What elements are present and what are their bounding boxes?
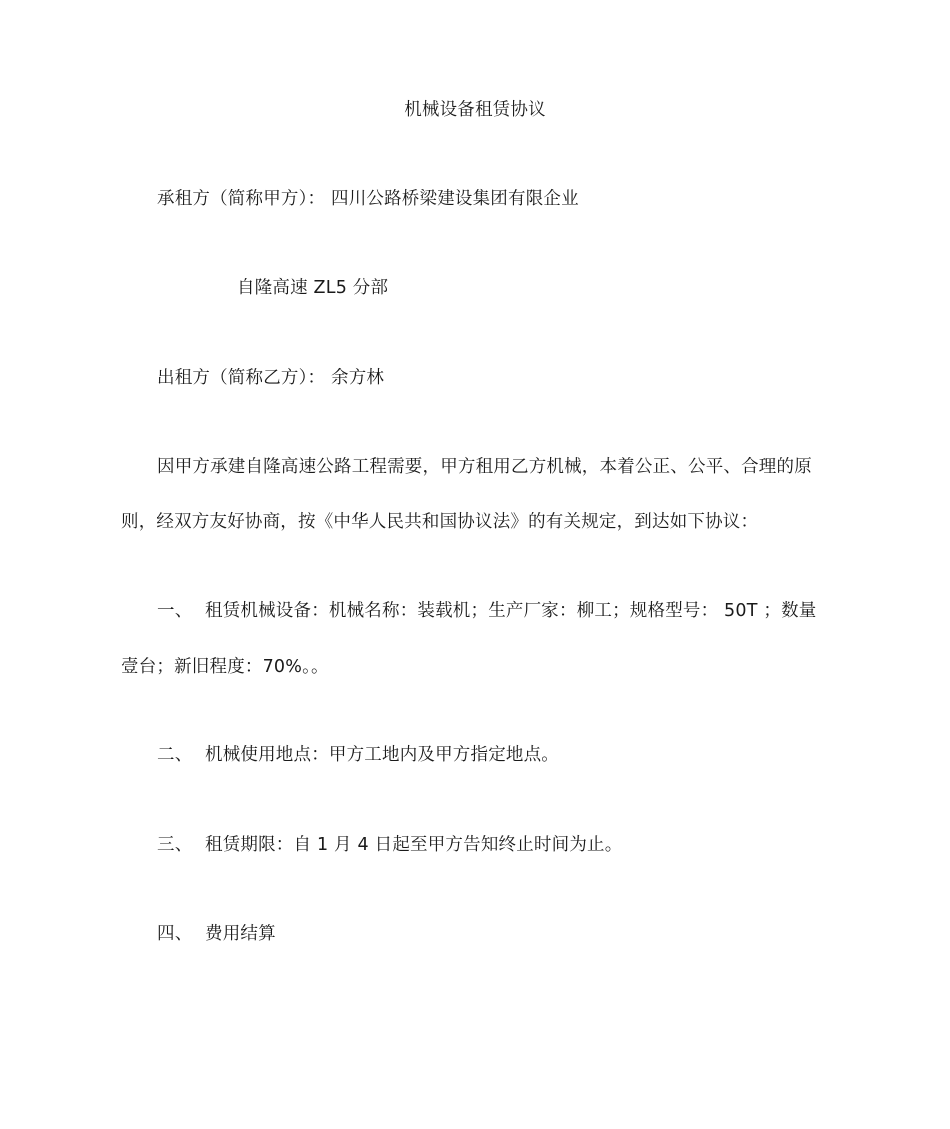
clause-1-text-line-1: 租赁机械设备：机械名称：装载机；生产厂家：柳工；规格型号： 50T ；数量 bbox=[205, 601, 817, 621]
clause-4-number: 四、 bbox=[157, 924, 193, 944]
lessee-line: 承租方（简称甲方）： 四川公路桥梁建设集团有限企业 bbox=[157, 189, 579, 209]
clause-2 bbox=[157, 743, 559, 767]
preamble-line-2: 则，经双方友好协商，按《中华人民共和国协议法》的有关规定，到达如下协议： bbox=[121, 512, 759, 532]
preamble-line-1: 因甲方承建自隆高速公路工程需要，甲方租用乙方机械，本着公正、公平、合理的原 bbox=[157, 457, 812, 477]
clause-3-number: 三、 bbox=[157, 835, 193, 855]
clause-3 bbox=[157, 833, 622, 857]
clause-3-text: 租赁期限：自 1 月 4 日起至甲方告知终止时间为止。 bbox=[205, 835, 623, 855]
clause-4-text: 费用结算 bbox=[205, 924, 276, 944]
clause-1-text-line-2: 壹台；新旧程度：70%。。 bbox=[121, 657, 329, 677]
lessor-line: 出租方（简称乙方）： 余方林 bbox=[157, 368, 385, 388]
clause-2-number: 二、 bbox=[157, 745, 193, 765]
clause-1-number: 一、 bbox=[157, 601, 193, 621]
clause-1 bbox=[157, 599, 816, 623]
document-title: 机械设备租赁协议 bbox=[404, 100, 546, 120]
clause-2-text: 机械使用地点：甲方工地内及甲方指定地点。 bbox=[205, 745, 559, 765]
clause-4 bbox=[157, 922, 276, 946]
lessee-branch: 自隆高速 ZL5 分部 bbox=[237, 278, 389, 298]
